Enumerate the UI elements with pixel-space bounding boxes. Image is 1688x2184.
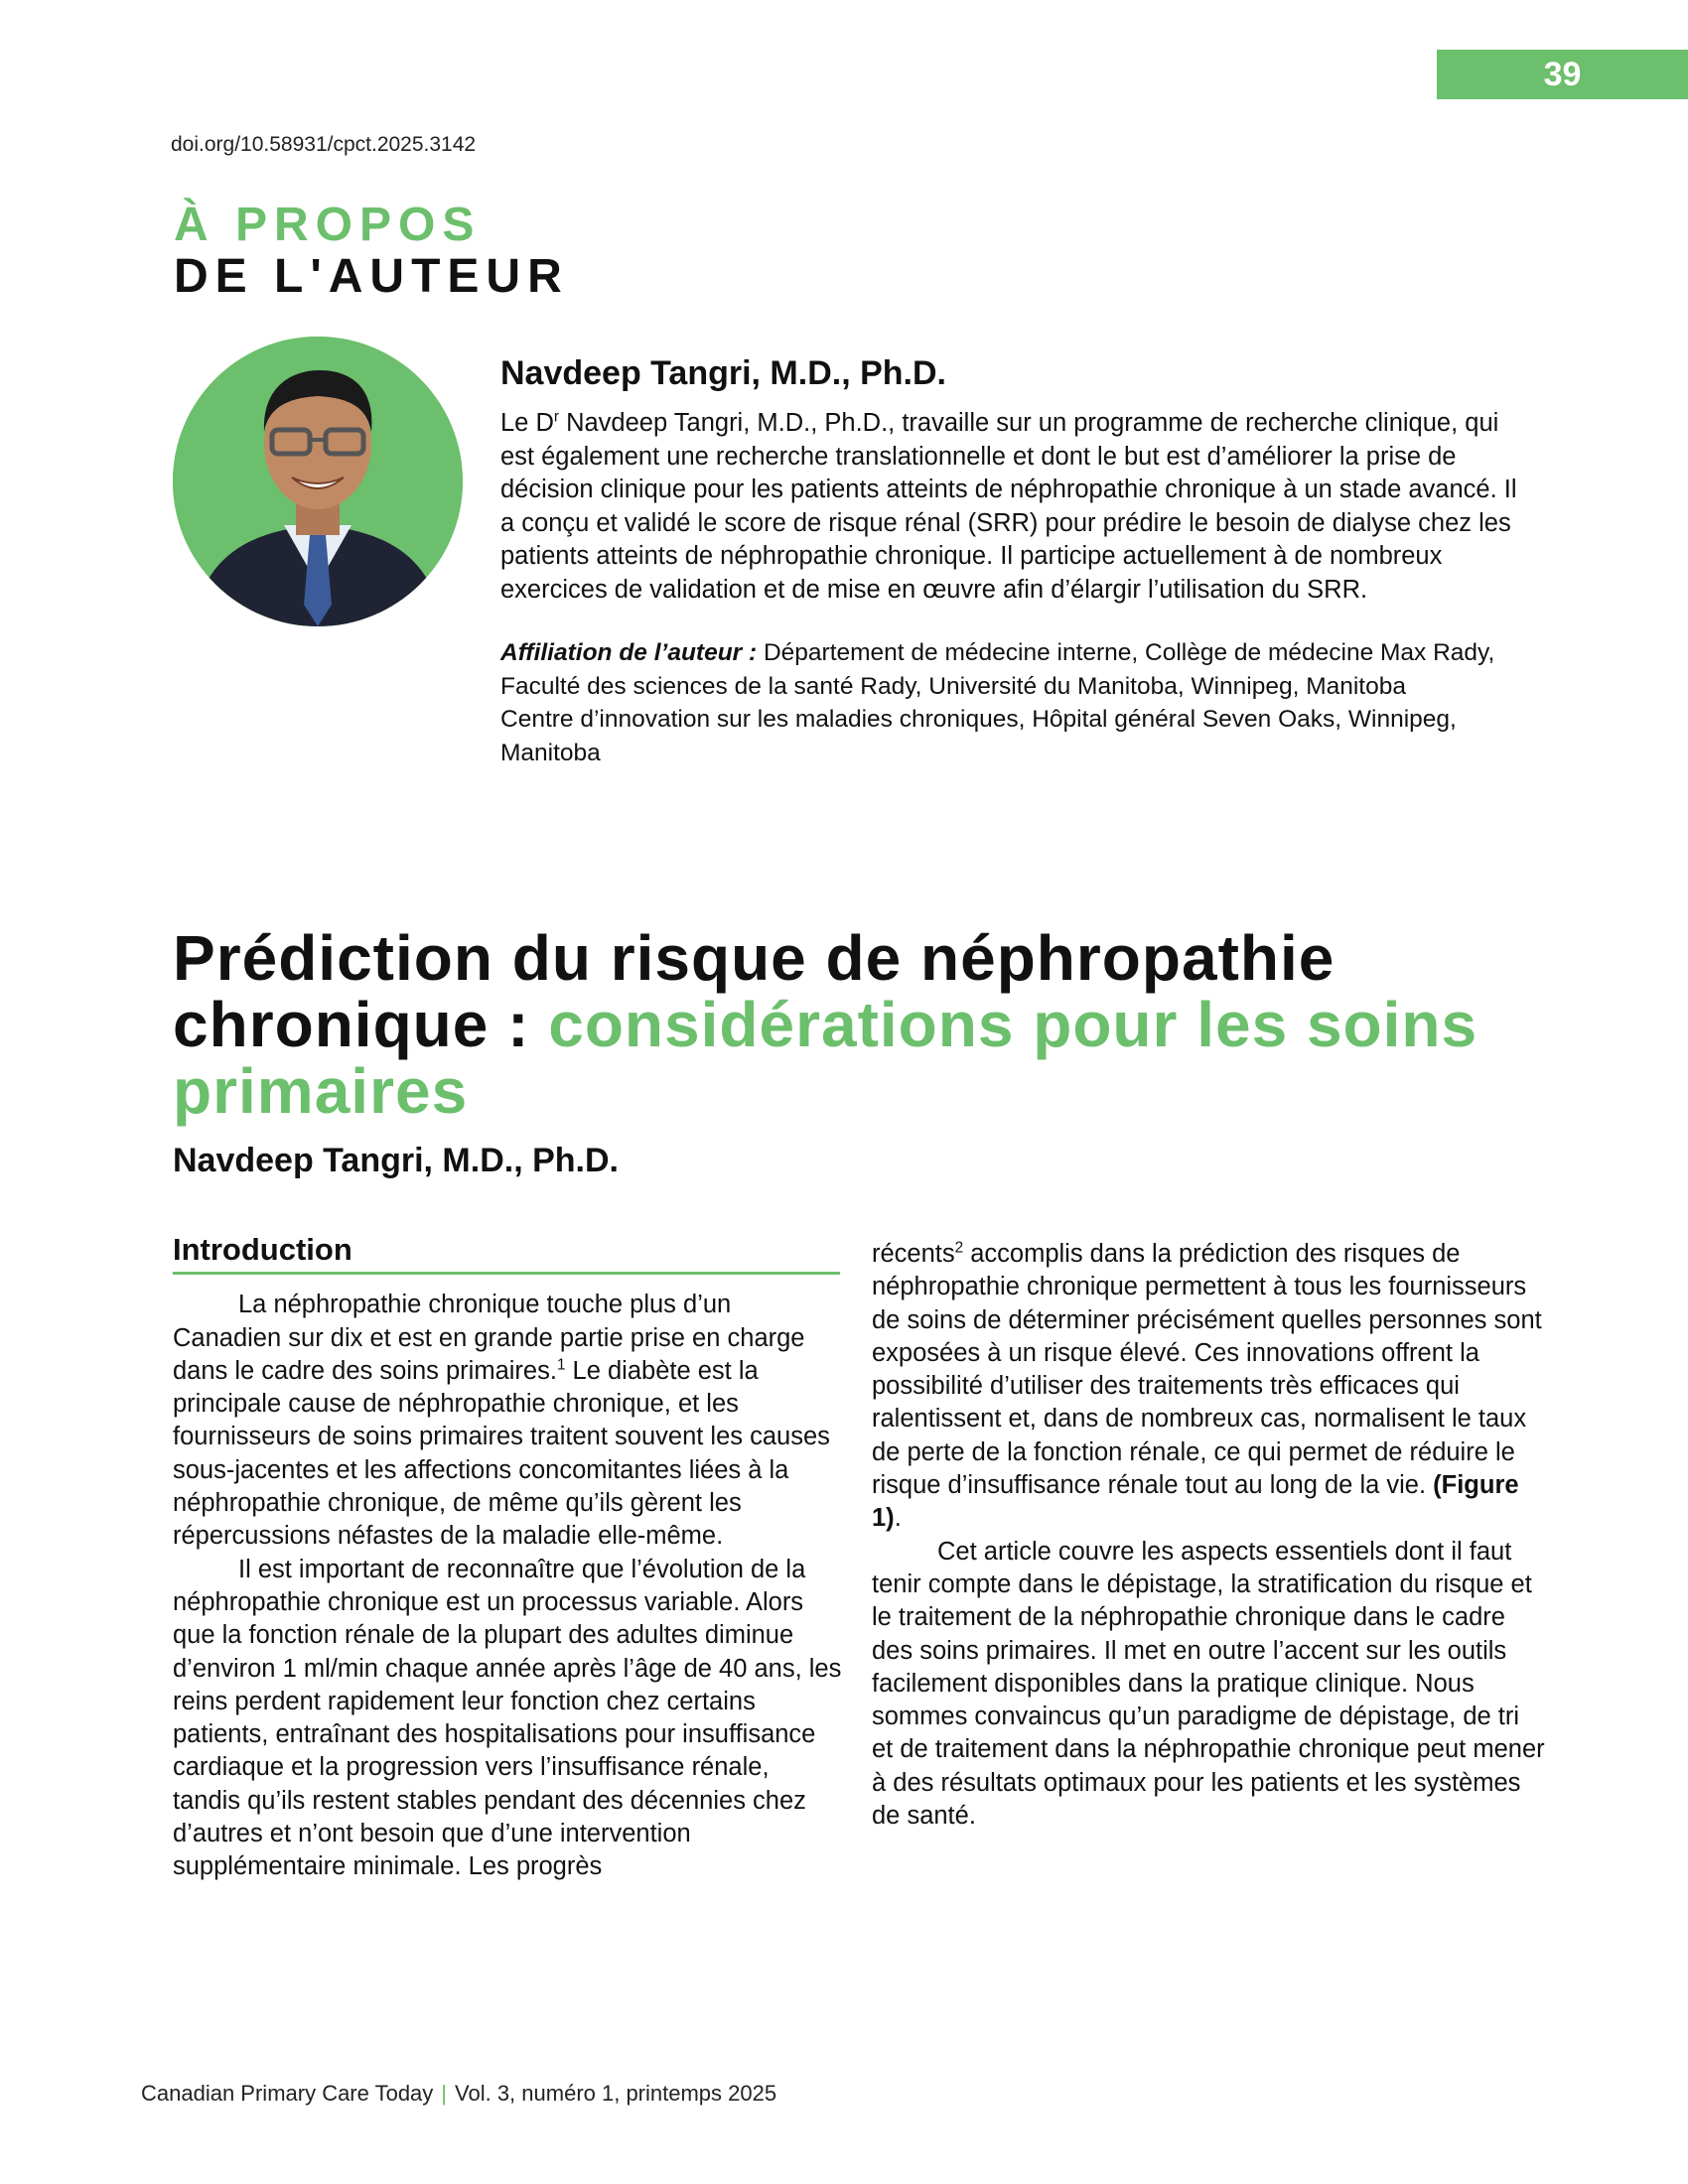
intro-paragraph-2: Il est important de reconnaître que l’évolution de la néphropathie chronique est un processus variable. Alors que la fonction rénale de la plupart des adultes diminue d’environ 1 ml/min chaque année après l’âge de 40 ans, les reins perdent rapidement leur fonction chez certains patients, entraînant des hospitalisations pour insuffisance cardiaque et la progression vers l’insuffisance rénale, tandis qu’ils restent stables pendant des décennies chez d’autres et n’ont besoin que d’une intervention supplémentaire minimale. Les progrès (173, 1555, 842, 1881)
about-author-heading (174, 201, 569, 304)
author-affiliation: Affiliation de l’auteur : Département de médecine interne, Collège de médecine Max Rady, Faculté des sciences de la santé Rady, Université du Manitoba, Winnipeg, Manitoba Centre d’innovation sur les maladies chroniques, Hôpital général Seven Oaks, Winnipeg, Manitoba (500, 639, 1495, 766)
reference-1[interactable]: 1 (556, 1356, 566, 1374)
footer-separator: | (441, 2081, 448, 2106)
journal-name: Canadian Primary Care Today (141, 2081, 434, 2106)
figure-1-link[interactable]: (Figure 1) (872, 1471, 1519, 1533)
page-footer (141, 2081, 776, 2107)
intro-paragraph-3: récents$^2$ accomplis dans la prédiction des risques de néphropathie chronique permettent à tous les fournisseurs de soins de déterminer précisément quelles personnes sont exposées à un risque élevé. Ces innovations offrent la possibilité d’utiliser des traitements très efficaces qui ralentissent et, dans de nombreux cas, normalisent le taux de perte de la fonction rénale, ce qui permet de réduire le risque d’insuffisance rénale tout au long de la vie. (Figure 1). (872, 1239, 1542, 1533)
author-portrait-image (173, 337, 463, 626)
author-bio-text: Le $D^r$ Navdeep Tangri, M.D., Ph.D., travaille sur un programme de recherche clinique, qui est également une recherche translationnelle et dont le but est d’améliorer la prise de décision clinique pour les patients atteints de néphropathie chronique à un stade avancé. Il a conçu et validé le score de risque rénal (SRR) pour prédire le besoin de dialyse chez les patients atteints de néphropathie chronique. Il participe actuellement à de nombreux exercices de validation et de mise en œuvre afin d’élargir l’utilisation du SRR. (500, 408, 1517, 604)
author-bio (500, 354, 1533, 769)
doi-link[interactable]: doi.org/10.58931/cpct.2025.3142 (171, 133, 477, 156)
author-name: Navdeep Tangri, M.D., Ph.D. (500, 354, 946, 392)
affiliation-label: Affiliation de l’auteur : (500, 639, 758, 666)
author-photo (173, 337, 463, 626)
about-heading-line1: À PROPOS (174, 199, 482, 251)
article-title: Prédiction du risque de néphropathie chronique : considérations pour les soins primaires (173, 922, 1478, 1127)
article-byline: Navdeep Tangri, M.D., Ph.D. (173, 1142, 619, 1179)
about-heading-line2: DE L'AUTEUR (174, 250, 569, 303)
page-number: 39 (1437, 50, 1688, 99)
intro-paragraph-1: La néphropathie chronique touche plus d’un Canadien sur dix et est en grande partie prise en charge dans le cadre des soins primaires.$^1$ Le diabète est la principale cause de néphropathie chronique, et les fournisseurs de soins primaires traitent souvent les causes sous-jacentes et les affections concomitantes liées à la néphropathie chronique, de même qu’ils gèrent les répercussions néfastes de la maladie elle-même. (173, 1291, 830, 1551)
reference-2[interactable]: 2 (954, 1239, 964, 1257)
issue-info: Vol. 3, numéro 1, printemps 2025 (455, 2081, 777, 2106)
body-column-left (173, 1233, 843, 1884)
body-column-right (872, 1238, 1547, 1833)
section-heading-introduction: Introduction (173, 1233, 840, 1275)
intro-paragraph-4: Cet article couvre les aspects essentiels dont il faut tenir compte dans le dépistage, la stratification du risque et le traitement de la néphropathie chronique dans le cadre des soins primaires. Il met en outre l’accent sur les outils facilement disponibles dans la pratique clinique. Nous sommes convaincus qu’un paradigme de dépistage, de tri et de traitement dans la néphropathie chronique peut mener à des résultats optimaux pour les patients et les systèmes de santé. (872, 1537, 1545, 1831)
